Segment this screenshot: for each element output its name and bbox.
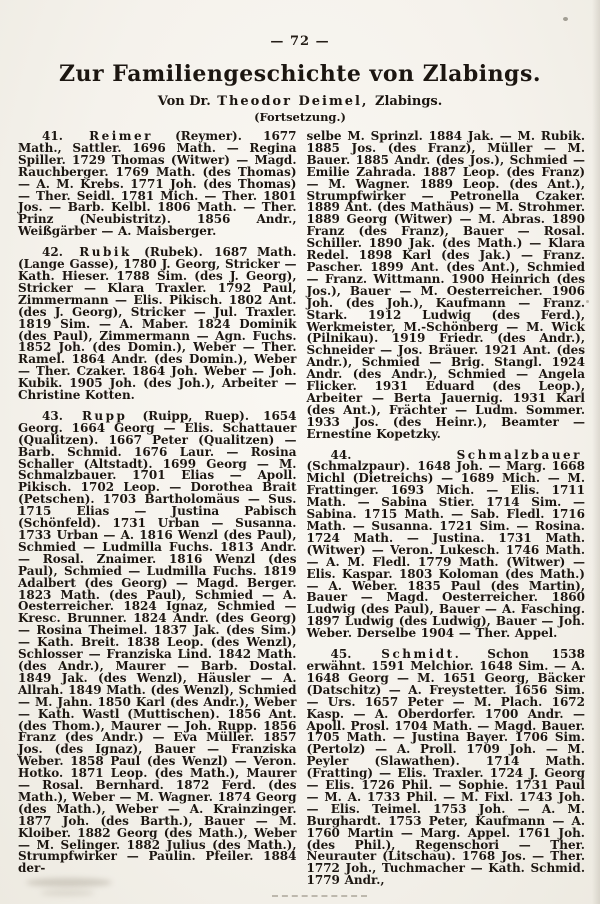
article-byline — [0, 94, 600, 109]
entry-body: 1654 Georg. 1664 Georg — Elis. Schattauer (Qualitzen). 1667 Peter (Qualitzen) — Barb. Schmid. 1676 Laur. — Rosina Schaller (Altstadt). 1699 Georg — M. Schmalzbauer. 1701 Elias — Apoll. Pikisch. 1702 Leop. — Dorothea Brait (Petschen). 1703 Bartholomäus — Sus. 1715 Elias — Justina Pabisch (Schönfeld). 1731 Urban — Susanna. 1733 Urban — A. 1816 Wenzl (des Paul), Schmied — Ludmilla Fuchs. 1813 Andr. — Rosal. Znaimer. 1816 Wenzl (des Paul), Schmied — Ludmilla Fuchs. 1819 Adalbert (des Georg) — Magd. Berger. 1823 Math. (des Paul), Schmied — A. Oesterreicher. 1824 Ignaz, Schmied — Kresc. Brunner. 1824 Andr. (des Georg) — Rosina Theimel. 1837 Jak. (des Sim.) — Kath. Breit. 1838 Leop. (des Wenzl), Schlosser — Franziska Lind. 1842 Math. (des Andr.), Maurer — Barb. Dostal. 1849 Jak. (des Wenzl), Häusler — A. Allrah. 1849 Math. (des Wenzl), Schmied — M. Jahn. 1850 Karl (des Andr.), Weber — Kath. Wastl (Muttischen). 1856 Ant. (des Thom.), Maurer — Joh. Rupp. 1856 Franz (des Andr.) — Eva Müller. 1857 Jos. (des Ignaz), Bauer — Franziska Weber. 1858 Paul (des Wenzl) — Veron. Hotko. 1871 Leop. (des Math.), Maurer — Rosal. Bernhard. 1872 Ferd. (des Math.), Weber — M. Wagner. 1874 Georg (des Math.), Weber — A. Krainzinger. 1877 Joh. (des Barth.), Bauer — M. Kloiber. 1882 Georg (des Math.), Weber — M. Selinger. 1882 Julius (des Math.), Strumpfwirker — Paulin. Pfeiler. 1884 der- — [18, 408, 297, 876]
column-left — [18, 131, 297, 896]
entry-43-rupp — [18, 408, 297, 876]
entry-surname: Rubik — [79, 245, 132, 260]
entry-body: 1677 Math., Sattler. 1696 Math. — Regina Spiller. 1729 Thomas (Witwer) — Magd. Rauchberger. 1769 Math. (des Thomas) — A. M. Krebs. 1771 Joh. (des Thomas) — Ther. Seidl. 1781 Mich. — Ther. 1801 Jos. — Barb. Kelbl. 1806 Math. — Ther. Prinz (Neubistritz). 1856 Andr., Weißgärber — A. Maisberger. — [18, 129, 297, 239]
entry-45-schmidt — [307, 649, 586, 887]
scan-speck — [586, 300, 589, 303]
scan-speck — [563, 17, 568, 21]
entry-44-schmalzbauer — [306, 447, 586, 641]
entry-number: 45. — [330, 647, 352, 662]
entry-name-variant: (Schmalzpaur). — [306, 459, 410, 474]
entry-name-variant: (Rubek). — [144, 245, 203, 260]
entry-name-variant: (Reymer). — [175, 129, 242, 143]
entry-number: 43. — [42, 408, 63, 423]
entry-41-reimer — [18, 131, 297, 238]
entry-43-continuation — [307, 131, 586, 441]
entry-number: 42. — [42, 245, 63, 260]
entry-number: 44. — [330, 447, 352, 462]
two-column-body — [0, 124, 600, 896]
entry-number: 41. — [42, 129, 63, 143]
page-number: — 72 — — [270, 34, 330, 49]
entry-surname: Schmalzbauer — [456, 447, 582, 462]
scan-edge-shadow — [592, 0, 600, 904]
byline-prefix: Von Dr. — [157, 94, 211, 109]
author-place: Zlabings. — [374, 94, 443, 109]
entry-body: selbe M. Sprinzl. 1884 Jak. — M. Rubik. 1885 Jos. (des Franz), Müller — M. Bauer. 1885 Andr. (des Jos.), Schmied — Emilie Zahrada. 1887 Leop. (des Franz) — M. Wagner. 1889 Leop. (des Ant.), Strumpfwirker — Petronella Czaker. 1889 Ant. (des Mathäus) — M. Strohmer. 1889 Georg (Witwer) — M. Abras. 1890 Franz (des Franz), Bauer — Rosal. Schiller. 1890 Jak. (des Math.) — Klara Redel. 1898 Karl (des Jak.) — Franz. Pascher. 1899 Ant. (des Ant.), Schmied — Franz. Wittmann. 1900 Heinrich (des Jos.), Bauer — M. Oesterreicher. 1906 Joh. (des Joh.), Kaufmann — Franz. Stark. 1912 Ludwig (des Ferd.), Werkmeister, M.-Schönberg — M. Wick (Pilnikau). 1919 Friedr. (des Andr.), Schneider — Jos. Bräuer. 1921 Ant. (des Andr.), Schmied — Brig. Stangl. 1924 Andr. (des Andr.), Schmied — Angela Flicker. 1931 Eduard (des Leop.), Arbeiter — Berta Jauernig. 1931 Karl (des Ant.), Frächter — Ludm. Sommer. 1933 Jos. (des Heinr.), Beamter — Ernestine Kopetzky. — [306, 129, 585, 441]
entry-body: Schon 1538 erwähnt. 1591 Melchior. 1648 Sim. — A. 1648 Georg — M. 1651 Georg, Bäcker (Datschitz) — A. Freystetter. 1656 Sim. — Urs. 1657 Peter — M. Plach. 1672 Kasp. — A. Oberdorfer. 1700 Andr. — Apoll. Prosl. 1704 Math. — Magd. Bauer. 1705 Math. — Justina Bayer. 1706 Sim. (Pertolz) — A. Proll. 1709 Joh. — M. Peyler (Slawathen). 1714 Math. (Fratting) — Elis. Traxler. 1724 J. Georg — Elis. 1726 Phil. — Sophie. 1731 Paul — M. A. 1733 Phil. — M. Fixl. 1743 Joh. — Elis. Teimel. 1753 Joh. — A. M. Burghardt. 1753 Peter, Kaufmann — A. 1760 Martin — Marg. Appel. 1761 Joh. (des Phil.), Regenschori — Ther. Neurauter (Litschau). 1768 Jos. — Ther. 1772 Joh., Tuchmacher — Kath. Schmid. 1779 Andr., — [306, 647, 585, 888]
entry-42-rubik — [18, 247, 297, 402]
scan-smudge — [26, 878, 112, 887]
author-name: Theodor Deimel, — [217, 94, 369, 109]
entry-surname: Reimer — [89, 129, 153, 143]
entry-body: 1648 Joh. — Marg. 1668 Michl (Dietreichs) — 1689 Mich. — M. Frattinger. 1693 Mich. — Elis. 1711 Math. — Sabina Stier. 1714 Sim. — Sabina. 1715 Math. — Sab. Fledl. 1716 Math. — Susanna. 1721 Sim. — Rosina. 1724 Math. — Justina. 1731 Math. (Witwer) — Veron. Lukesch. 1746 Math. — A. M. Fledl. 1779 Math. (Witwer) — Elis. Kaspar. 1803 Koloman (des Math.) — A. Weber. 1835 Paul (des Martin), Bauer — Magd. Oesterreicher. 1860 Ludwig (des Paul), Bauer — A. Fasching. 1897 Ludwig (des Ludwig), Bauer — Joh. Weber. Derselbe 1904 — Ther. Appel. — [306, 459, 585, 641]
article-title: Zur Familiengeschichte von Zlabings. — [59, 61, 541, 87]
bleedthrough-dashed-rule — [272, 895, 367, 897]
entry-name-variant: (Ruipp, Ruep). — [142, 408, 250, 423]
scan-smudge — [40, 890, 95, 896]
entry-surname: Schmidt. — [381, 647, 462, 662]
continuation-note: (Fortsetzung.) — [254, 110, 346, 124]
column-right — [307, 131, 586, 896]
entry-body: 1687 Math. (Lange Gasse), 1780 J. Georg, Stricker — Kath. Hieser. 1788 Sim. (des J. Georg), Stricker — Klara Traxler. 1792 Paul, Zimmermann — Elis. Pikisch. 1802 Ant. (des J. Georg), Stricker — Jul. Traxler. 1819 Sim. — A. Maber. 1824 Dominik (des Paul), Zimmermann — Agn. Fuchs. 1852 Joh. (des Domin.), Weber — Ther. Ramel. 1864 Andr. (des Domin.), Weber — Ther. Czaker. 1864 Joh. Weber — Joh. Kubik. 1905 Joh. (des Joh.), Arbeiter — Christine Kotten. — [18, 245, 297, 403]
entry-surname: Rupp — [81, 408, 128, 423]
